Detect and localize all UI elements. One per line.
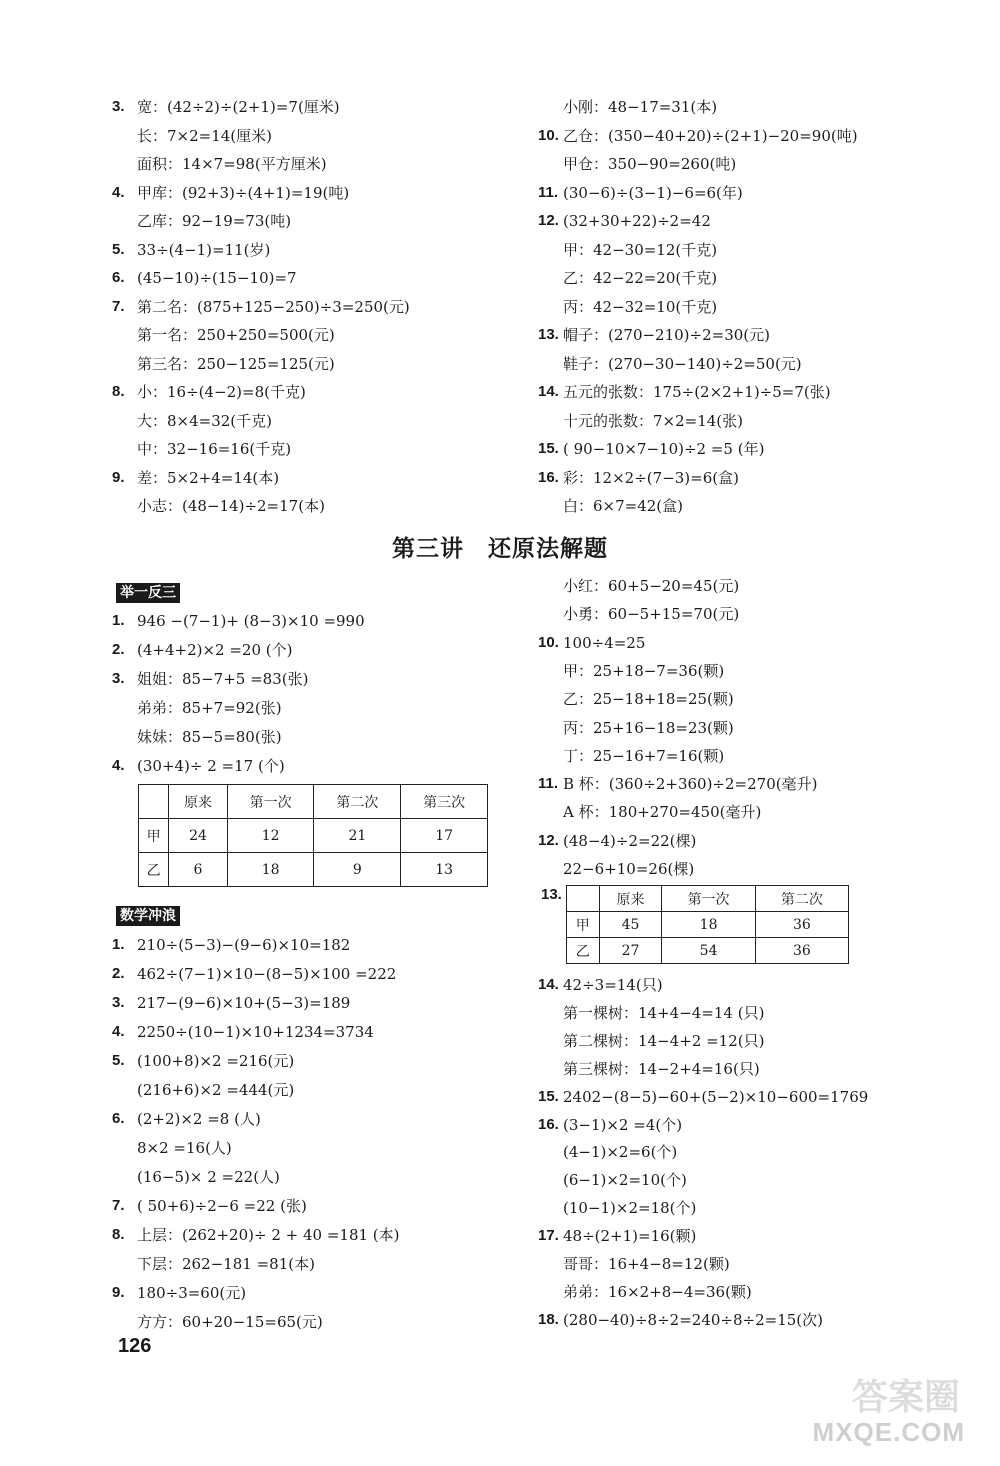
answer-line: (6−1)×2=10(个) — [563, 1171, 687, 1190]
answer-line: 小红：60+5−20=45(元) — [563, 577, 740, 595]
question-number: 16. — [538, 468, 559, 486]
question-number: 16. — [538, 1115, 559, 1133]
question-number: 11. — [538, 775, 559, 793]
answer-line: 甲库：(92+3)÷(4+1)=19(吨) — [137, 183, 350, 202]
question-number: 13. — [541, 886, 562, 903]
table-cell: 第二次 — [755, 886, 848, 912]
table-cell: 21 — [314, 819, 401, 853]
answer-line: 小志：(48−14)÷2=17(本) — [137, 497, 325, 515]
answer-line: 下层：262−181 =81(本) — [137, 1255, 315, 1273]
answer-line: 帽子：(270−210)÷2=30(元) — [563, 326, 771, 344]
watermark-logo: 答案圈 — [851, 1377, 960, 1418]
answer-line: 48÷(2+1)=16(颗) — [563, 1227, 697, 1246]
answer-line: 462÷(7−1)×10−(8−5)×100 =222 — [137, 965, 397, 983]
table-cell: 27 — [599, 938, 662, 964]
answer-line: 小刚：48−17=31(本) — [563, 98, 718, 116]
answer-line: 丁：25−16+7=16(颗) — [563, 746, 725, 765]
question-number: 12. — [538, 212, 559, 229]
answer-line: 210÷(5−3)−(9−6)×10=182 — [137, 936, 351, 954]
table-cell — [139, 785, 169, 819]
question-number: 8. — [112, 1226, 125, 1243]
table-cell: 原来 — [599, 886, 662, 912]
table-cell: 乙 — [567, 938, 600, 964]
table-cell: 6 — [169, 853, 228, 887]
table-cell: 第二次 — [314, 785, 401, 819]
answer-line: (30+4)÷ 2 =17 (个) — [137, 756, 285, 775]
answer-line: 乙仓：(350−40+20)÷(2+1)−20=90(吨) — [563, 126, 858, 145]
answer-line: 哥哥：16+4−8=12(颗) — [563, 1255, 730, 1273]
question-number: 7. — [112, 297, 125, 315]
answer-line: 33÷(4−1)=11(岁) — [137, 240, 271, 259]
table-row — [567, 912, 849, 938]
answer-line: 五元的张数：175÷(2×2+1)÷5=7(张) — [563, 383, 831, 401]
answer-line: 丙：42−32=10(千克) — [563, 297, 718, 316]
answer-line: 甲：42−30=12(千克) — [563, 240, 718, 259]
answer-line: 42÷3=14(只) — [563, 976, 663, 994]
question-number: 15. — [538, 440, 559, 457]
answer-line: 甲仓：350−90=260(吨) — [563, 155, 737, 173]
question-number: 13. — [538, 326, 559, 343]
answer-line: 方方：60+20−15=65(元) — [137, 1313, 323, 1331]
answer-line: 十元的张数：7×2=14(张) — [563, 411, 744, 430]
answer-line: 180÷3=60(元) — [137, 1284, 247, 1302]
answer-line: 彩：12×2÷(7−3)=6(盒) — [563, 468, 739, 487]
answer-line: 上层：(262+20)÷ 2 + 40 =181 (本) — [137, 1226, 400, 1244]
answer-line: ( 90−10×7−10)÷2 =5 (年) — [563, 440, 765, 458]
table-header-row — [567, 886, 849, 912]
answer-line: 宽：(42÷2)÷(2+1)=7(厘米) — [137, 98, 340, 116]
answer-line: 弟弟：85+7=92(张) — [137, 698, 282, 717]
answer-line: (30−6)÷(3−1)−6=6(年) — [563, 183, 743, 202]
question-number: 4. — [112, 756, 125, 774]
answer-line: (2+2)×2 =8 (人) — [137, 1110, 261, 1128]
answer-line: (4+4+2)×2 =20 (个) — [137, 640, 293, 659]
answer-line: 白：6×7=42(盒) — [563, 497, 684, 515]
question-number: 11. — [538, 183, 559, 201]
question-number: 8. — [112, 383, 125, 400]
answer-line: (45−10)÷(15−10)=7 — [137, 269, 297, 287]
answer-line: (3−1)×2 =4(个) — [563, 1115, 683, 1134]
answer-line: 第二棵树：14−4+2 =12(只) — [563, 1031, 765, 1050]
question-number: 5. — [112, 240, 125, 258]
answer-line: (100+8)×2 =216(元) — [137, 1052, 295, 1070]
answer-line: 217−(9−6)×10+(5−3)=189 — [137, 994, 351, 1012]
answer-line: 22−6+10=26(棵) — [563, 860, 695, 878]
question-number: 17. — [538, 1227, 559, 1245]
question-number: 6. — [112, 269, 125, 286]
question-number: 2. — [112, 965, 125, 982]
table-cell: 18 — [227, 853, 314, 887]
question-number: 9. — [112, 468, 125, 486]
question-number: 15. — [538, 1087, 559, 1105]
question-number: 4. — [112, 1023, 125, 1040]
answer-line: 第一名：250+250=500(元) — [137, 326, 335, 344]
answer-line: (216+6)×2 =444(元) — [137, 1081, 295, 1099]
question-number: 9. — [112, 1284, 125, 1301]
question-number: 14. — [538, 383, 559, 400]
question-number: 1. — [112, 936, 125, 953]
table-row — [139, 819, 488, 853]
answer-line: 小勇：60−5+15=70(元) — [563, 605, 740, 624]
question-number: 2. — [112, 640, 125, 658]
answer-line: 妹妹：85−5=80(张) — [137, 727, 282, 746]
question-number: 3. — [112, 98, 125, 115]
table-cell: 第三次 — [401, 785, 488, 819]
question-number: 3. — [112, 994, 125, 1011]
question-number: 7. — [112, 1197, 125, 1214]
table-cell: 甲 — [139, 819, 169, 853]
answer-line: 丙：25+16−18=23(颗) — [563, 718, 734, 737]
answer-line: (48−4)÷2=22(棵) — [563, 831, 697, 850]
answer-line: 乙：25−18+18=25(颗) — [563, 690, 734, 709]
answer-line: 第三棵树：14−2+4=16(只) — [563, 1059, 760, 1078]
answer-line: (32+30+22)÷2=42 — [563, 212, 711, 230]
table-cell: 乙 — [139, 853, 169, 887]
question-number: 14. — [538, 976, 559, 993]
question-number: 10. — [538, 126, 559, 144]
question-number: 10. — [538, 633, 559, 651]
badge-shuxuechonglang: 数学冲浪 — [116, 906, 180, 926]
answer-line: B 杯：(360÷2+360)÷2=270(毫升) — [563, 775, 818, 794]
answer-line: 乙库：92−19=73(吨) — [137, 212, 292, 230]
badge-juyifansan: 举一反三 — [116, 583, 180, 603]
watermark-url: MXQE.COM — [812, 1417, 965, 1447]
table-row — [567, 938, 849, 964]
answer-line: 面积：14×7=98(平方厘米) — [137, 155, 327, 173]
answer-line: ( 50+6)÷2−6 =22 (张) — [137, 1197, 307, 1215]
question-number: 18. — [538, 1310, 559, 1328]
question-number: 1. — [112, 612, 125, 629]
table-cell: 甲 — [567, 912, 600, 938]
table-cell: 原来 — [169, 785, 228, 819]
table-cell: 36 — [755, 912, 848, 938]
answer-line: 弟弟：16×2+8−4=36(颗) — [563, 1282, 752, 1301]
answer-line: (4−1)×2=6(个) — [563, 1143, 678, 1162]
table-cell: 9 — [314, 853, 401, 887]
answer-line: 2250÷(10−1)×10+1234=3734 — [137, 1023, 374, 1041]
answer-line: 第二名：(875+125−250)÷3=250(元) — [137, 297, 410, 316]
answer-table-4 — [138, 784, 488, 887]
answer-table-13 — [566, 885, 849, 964]
question-number: 3. — [112, 669, 125, 687]
section-title: 第三讲 还原法解题 — [392, 536, 608, 562]
answer-line: 长：7×2=14(厘米) — [137, 126, 273, 145]
table-cell: 第一次 — [227, 785, 314, 819]
table-header-row — [139, 785, 488, 819]
table-cell: 第一次 — [662, 886, 755, 912]
answer-line: 鞋子：(270−30−140)÷2=50(元) — [563, 354, 802, 373]
table-cell: 24 — [169, 819, 228, 853]
table-cell: 17 — [401, 819, 488, 853]
question-number: 4. — [112, 183, 125, 201]
answer-line: A 杯：180+270=450(毫升) — [563, 803, 762, 822]
table-row — [139, 853, 488, 887]
answer-line: 第三名：250−125=125(元) — [137, 354, 335, 373]
table-cell: 54 — [662, 938, 755, 964]
page-number: 126 — [118, 1335, 152, 1357]
answer-line: 差：5×2+4=14(本) — [137, 468, 280, 487]
answer-line: 甲：25+18−7=36(颗) — [563, 661, 725, 680]
question-number: 5. — [112, 1052, 125, 1069]
answer-line: 乙：42−22=20(千克) — [563, 269, 718, 287]
answer-line: (10−1)×2=18(个) — [563, 1199, 697, 1218]
table-cell: 18 — [662, 912, 755, 938]
answer-line: 2402−(8−5)−60+(5−2)×10−600=1769 — [563, 1087, 869, 1106]
answer-line: 小：16÷(4−2)=8(千克) — [137, 383, 306, 401]
answer-line: 大：8×4=32(千克) — [137, 411, 273, 430]
answer-line: 100÷4=25 — [563, 633, 646, 652]
table-cell — [567, 886, 600, 912]
table-cell: 45 — [599, 912, 662, 938]
table-cell: 36 — [755, 938, 848, 964]
answer-line: 8×2 =16(人) — [137, 1139, 232, 1157]
answer-line: 姐姐：85−7+5 =83(张) — [137, 669, 309, 688]
answer-line: 第一棵树：14+4−4=14 (只) — [563, 1003, 765, 1022]
question-number: 6. — [112, 1110, 125, 1127]
answer-line: (16−5)× 2 =22(人) — [137, 1168, 280, 1186]
table-cell: 13 — [401, 853, 488, 887]
answer-line: 中：32−16=16(千克) — [137, 440, 292, 458]
table-cell: 12 — [227, 819, 314, 853]
answer-line: (280−40)÷8÷2=240÷8÷2=15(次) — [563, 1310, 823, 1329]
question-number: 12. — [538, 831, 559, 849]
answer-line: 946 −(7−1)+ (8−3)×10 =990 — [137, 612, 365, 630]
